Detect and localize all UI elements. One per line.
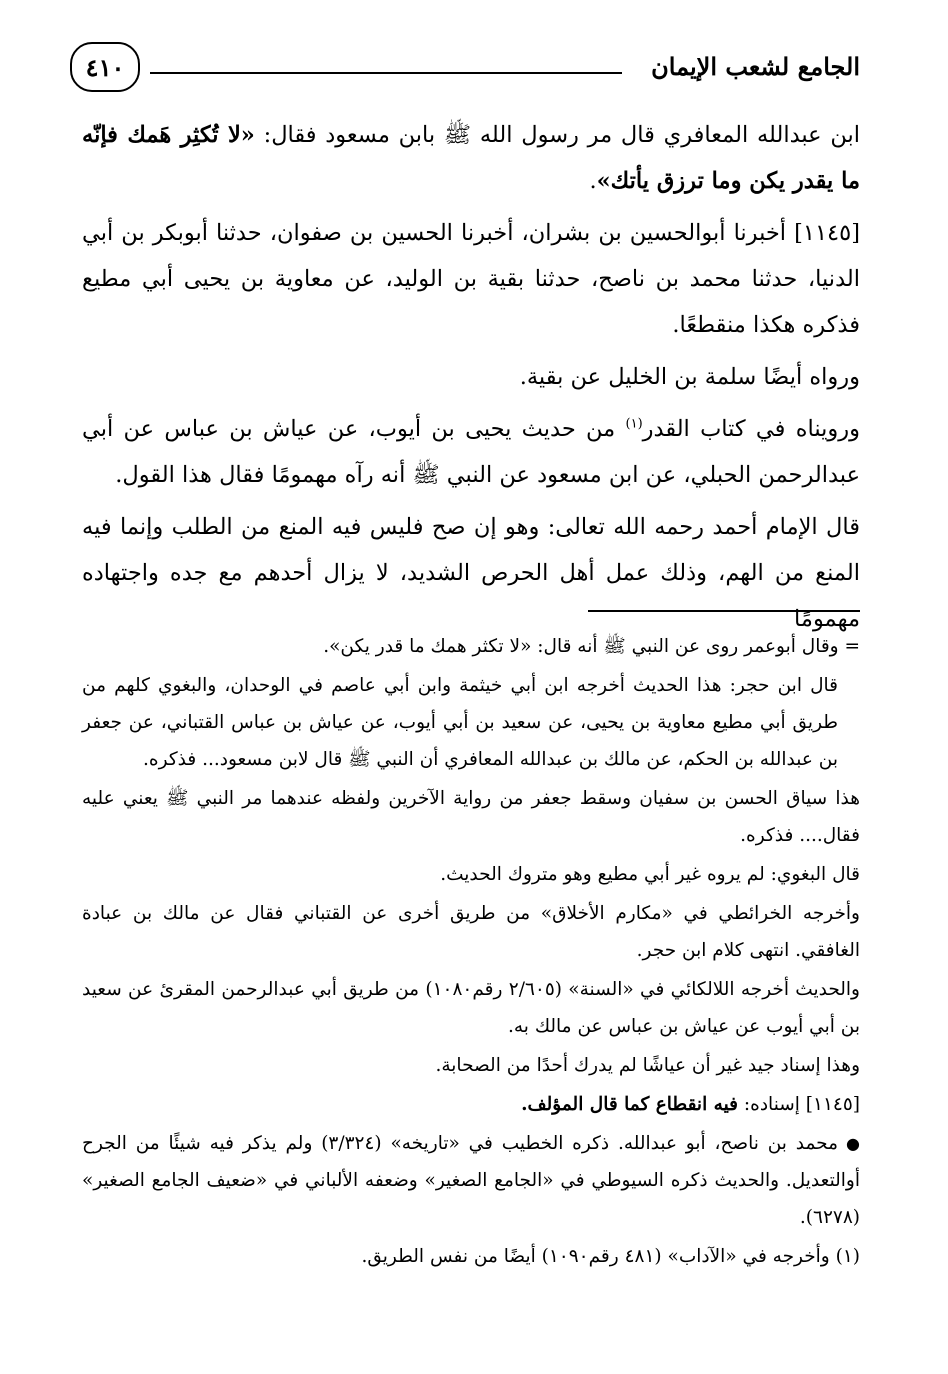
footnote-1: (١) وأخرجه في «الآداب» (٤٨١ رقم١٠٩٠) أيضًا من نفس الطريق. [361, 1246, 860, 1267]
footnote-narrator-text: محمد بن ناصح، أبو عبدالله. ذكره الخطيب في «تاريخه» (٣/٣٢٤) ولم يذكر فيه شيئًا من الجرح أوالتعديل. والحديث ذكره السيوطي في «الجامع الصغير» وضعفه الألباني في «ضعيف الجامع الصغير» (٦٢٧٨). [82, 1133, 860, 1228]
footnote-ref-1[interactable]: (١) [625, 416, 643, 432]
paragraph-1 [82, 112, 860, 204]
footnote-isnad-note: وهذا إسناد جيد غير أن عياشًا لم يدرك أحدًا من الصحابة. [435, 1055, 860, 1076]
bullet-icon: ● [846, 1134, 860, 1153]
footnote-hasan-sufyan: هذا سياق الحسن بن سفيان وسقط جعفر من رواية الآخرين ولفظه عندهما مر النبي ﷺ يعني عليه فقال.... فذكره. [82, 788, 860, 846]
footnote-kharaiti: وأخرجه الخرائطي في «مكارم الأخلاق» من طريق أخرى عن القتباني فقال عن مالك بن عبادة الغافقي. انتهى كلام ابن حجر. [82, 903, 860, 961]
footnote-narrator [82, 1125, 860, 1236]
footnote-1145-label: [١١٤٥] إسناده: [738, 1094, 860, 1115]
paragraph-5: قال الإمام أحمد رحمه الله تعالى: وهو إن صح فليس فيه المنع من الطلب وإنما فيه المنع من الهم، وذلك عمل أهل الحرص الشديد، لا يزال أحدهم مع جده واجتهاده مهمومًا [82, 514, 860, 632]
header-rule [150, 72, 622, 74]
footnotes [82, 628, 860, 1277]
footnote-divider [588, 610, 860, 612]
paragraph-2: [١١٤٥] أخبرنا أبوالحسين بن بشران، أخبرنا الحسين بن صفوان، حدثنا أبوبكر بن أبي الدنيا، حدثنا محمد بن ناصح، حدثنا بقية بن الوليد، عن معاوية بن يحيى أبي مطيع فذكره هكذا منقطعًا. [82, 220, 860, 338]
paragraph-4-text-a: ورويناه في كتاب القدر [642, 416, 860, 442]
footnote-lalakai: والحديث أخرجه اللالكائي في «السنة» (٢/٦٠٥ رقم١٠٨٠) من طريق أبي عبدالرحمن المقرئ عن سعيد بن أبي أيوب عن عياش بن عباس عن مالك به. [82, 979, 860, 1037]
footnote-continued: = وقال أبوعمر روى عن النبي ﷺ أنه قال: «لا تكثر همك ما قدر يكن». [323, 636, 860, 657]
footnote-1145 [82, 1086, 860, 1123]
page-number: ٤١٠ [70, 42, 140, 92]
main-text [82, 112, 860, 648]
paragraph-4 [82, 406, 860, 498]
footnote-baghawi: قال البغوي: لم يروه غير أبي مطيع وهو متروك الحديث. [440, 864, 860, 885]
book-title: الجامع لشعب الإيمان [651, 52, 860, 81]
footnote-ibn-hajar: قال ابن حجر: هذا الحديث أخرجه ابن أبي خيثمة وابن أبي عاصم في الوحدان، والبغوي كلهم من طريق أبي مطيع معاوية بن يحيى، عن سعيد بن أبي أيوب، عن عياش بن عباس القتباني، عن جعفر بن عبدالله بن الحكم، عن مالك بن عبدالله المعافري أن النبي ﷺ قال لابن مسعود... فذكره. [82, 675, 838, 770]
paragraph-3: ورواه أيضًا سلمة بن الخليل عن بقية. [519, 364, 860, 390]
paragraph-4-text-b: من حديث يحيى بن أيوب، عن عياش بن عباس عن أبي عبدالرحمن الحبلي، عن ابن مسعود عن النبي ﷺ أنه رآه مهمومًا فقال هذا القول. [82, 416, 860, 488]
paragraph-1-end: . [589, 168, 597, 194]
footnote-1145-verdict: فيه انقطاع كما قال المؤلف. [521, 1094, 739, 1115]
page-header [70, 40, 860, 100]
paragraph-1-text: ابن عبدالله المعافري قال مر رسول الله ﷺ بابن مسعود فقال: [254, 122, 860, 148]
hadith-quote: «لا تُكثِر هَمك فإنّه ما يقدر يكن وما ترزق يأتك» [82, 122, 860, 194]
